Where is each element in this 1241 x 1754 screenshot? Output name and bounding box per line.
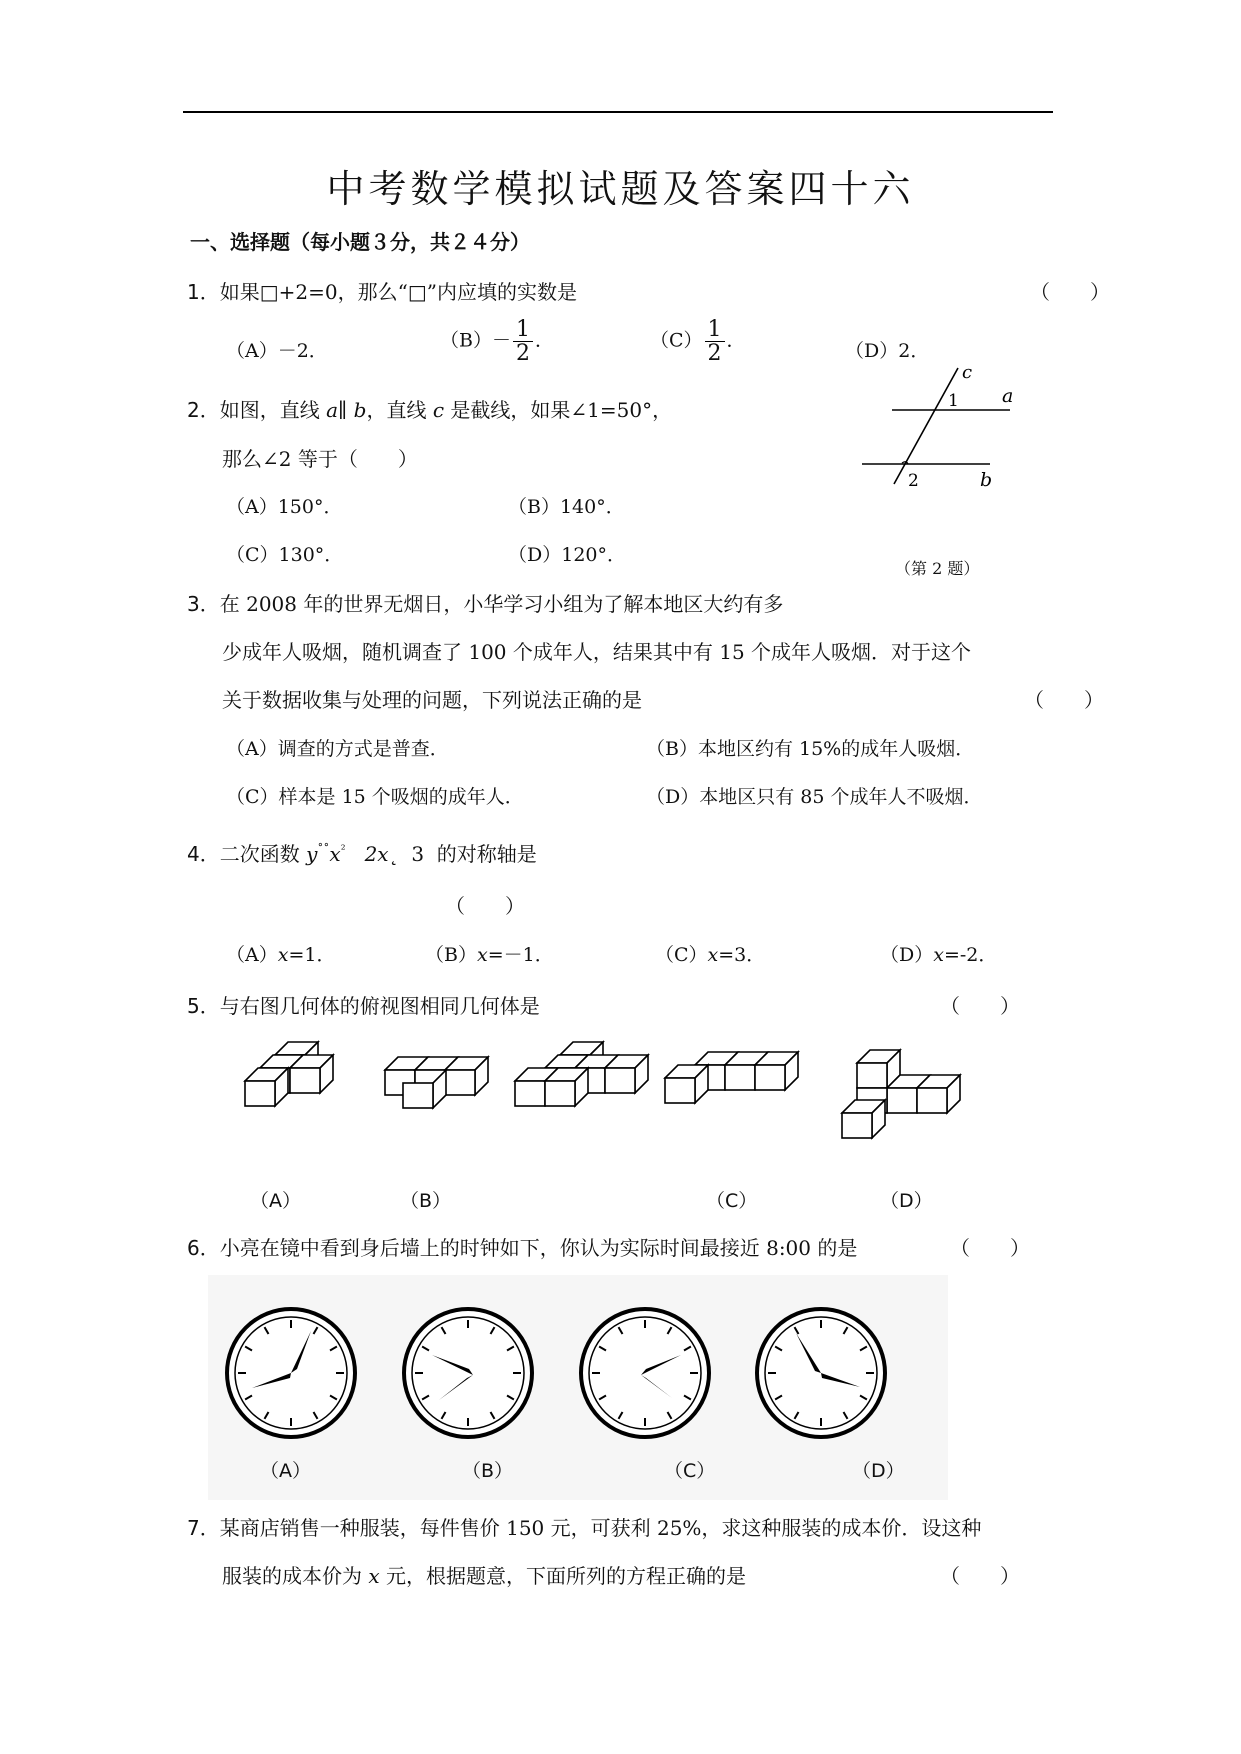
question-7: [187, 1512, 981, 1541]
var-x: x: [329, 842, 341, 866]
text: 在 2008 年的世界无烟日，小华学习小组为了解本地区大约有多: [219, 592, 784, 616]
text: 服装的成本价为: [222, 1564, 362, 1588]
option-d: [880, 940, 997, 967]
clock-label-d: （D）: [852, 1460, 905, 1482]
answer-blank: （ ）: [940, 1564, 1020, 1588]
clock-b: [404, 1309, 532, 1437]
var-b: b: [353, 398, 367, 422]
text: 元，根据题意，下面所列的方程正确的是: [386, 1564, 746, 1588]
question-2: [187, 394, 672, 423]
var-a: a: [326, 398, 339, 422]
text: 与右图几何体的俯视图相同几何体是: [219, 994, 540, 1018]
text: 二次函数: [219, 842, 300, 866]
option-b: （B）本地区约有 15%的成年人吸烟．: [646, 738, 975, 760]
exponent: ²: [340, 842, 346, 857]
numerator: 1: [513, 318, 533, 342]
text: ，直线: [366, 398, 427, 422]
answer-blank: （ ）: [1024, 688, 1104, 712]
option-a: （A）－2．: [226, 340, 328, 362]
figure-label-b: （B）: [400, 1190, 452, 1212]
value: =－1．: [487, 944, 554, 966]
section-heading: 一、选择题（每小题３分，共２４分）: [190, 230, 530, 254]
label-a: a: [1002, 385, 1014, 407]
option-label: （C）: [650, 329, 703, 352]
answer-blank: （ ）: [940, 994, 1020, 1018]
fraction: [705, 318, 725, 365]
cube-figure-b: [385, 1057, 488, 1108]
cube-figure-a: [245, 1042, 333, 1106]
option-label: （A）: [226, 944, 278, 966]
clock-label-c: （C）: [664, 1460, 716, 1482]
term-2x: 2x: [364, 842, 389, 866]
question-text: 如果□+2=0，那么“□”内应填的实数是: [219, 280, 577, 304]
question-5: [187, 990, 540, 1019]
option-c: （C）样本是 15 个吸烟的成年人．: [226, 786, 524, 808]
question-6: [187, 1232, 857, 1261]
question-3: [187, 588, 783, 617]
option-a: [226, 940, 335, 967]
option-b: [425, 940, 554, 967]
label-b: b: [980, 469, 993, 491]
question-number: 6．: [187, 1236, 220, 1260]
figure-caption: （第 2 题）: [895, 559, 980, 578]
value: =3．: [718, 944, 766, 966]
question-4: [187, 838, 537, 867]
option-label: （B）－: [440, 329, 511, 352]
question-7-line-2: [222, 1560, 746, 1589]
var-c: c: [432, 398, 445, 422]
text: 小亮在镜中看到身后墙上的时钟如下，你认为实际时间最接近 8:00 的是: [219, 1236, 858, 1260]
clock-a: [227, 1309, 355, 1437]
option-a: （A）150°．: [226, 496, 343, 518]
option-d: （D）120°．: [508, 544, 626, 566]
fraction: [513, 318, 533, 365]
denominator: 2: [515, 341, 530, 367]
var-x: x: [476, 944, 488, 966]
page-title: 中考数学模拟试题及答案四十六: [326, 167, 915, 211]
question-3-line-2: 少成年人吸烟，随机调查了 100 个成年人，结果其中有 15 个成年人吸烟．对于这个: [222, 640, 972, 664]
cube-figures: [215, 1040, 975, 1150]
clock-label-a: （A）: [260, 1460, 311, 1482]
option-label: （D）: [880, 944, 934, 966]
option-c: [655, 940, 765, 967]
answer-blank: （ ）: [1030, 280, 1110, 304]
question-number: 5．: [187, 994, 220, 1018]
option-label: （C）: [655, 944, 708, 966]
parallel-symbol: ∥: [338, 398, 348, 422]
text: 是截线，如果∠1=50°，: [450, 398, 673, 422]
value: =1．: [288, 944, 336, 966]
var-x: x: [933, 944, 944, 966]
parallel-lines-figure: [850, 362, 1020, 502]
label-angle-2: 2: [908, 471, 919, 491]
option-b: [440, 318, 554, 365]
option-c: （C）130°．: [226, 544, 344, 566]
garbled-glyph: ˚˚: [317, 842, 330, 857]
figure-label-a: （A）: [250, 1190, 301, 1212]
option-label: （B）: [425, 944, 477, 966]
cube-figure-c: [515, 1042, 648, 1106]
option-a: （A）调查的方式是普查．: [226, 738, 449, 760]
garbled-glyph: ˛: [388, 842, 399, 866]
clocks-figure: [208, 1275, 948, 1500]
label-angle-1: 1: [948, 391, 959, 411]
value: =-2．: [943, 944, 998, 966]
text: 如图，直线: [219, 398, 320, 422]
period: ．: [534, 329, 554, 352]
line-c: [894, 368, 958, 484]
question-number: 7．: [187, 1516, 220, 1540]
label-c: c: [962, 362, 973, 383]
text: 的对称轴是: [436, 842, 537, 866]
period: ．: [726, 329, 746, 352]
term-3: 3: [411, 842, 425, 866]
text: 某商店销售一种服装，每件售价 150 元，可获利 25%，求这种服装的成本价．设这种: [219, 1516, 982, 1540]
option-d: （D）本地区只有 85 个成年人不吸烟．: [646, 786, 983, 808]
option-c: [650, 318, 746, 365]
var-x: x: [368, 1564, 380, 1588]
question-number: 4．: [187, 842, 220, 866]
numerator: 1: [705, 318, 725, 342]
question-number: 3．: [187, 592, 220, 616]
question-1: [187, 276, 577, 305]
header-rule: [183, 111, 1053, 113]
cube-figure-e: [842, 1050, 960, 1138]
question-number: 2．: [187, 398, 220, 422]
denominator: 2: [707, 341, 722, 367]
answer-blank: （ ）: [950, 1236, 1030, 1260]
clock-c: [581, 1309, 709, 1437]
var-x: x: [707, 944, 719, 966]
var-y: y: [306, 842, 318, 866]
clock-label-b: （B）: [462, 1460, 514, 1482]
figure-label-d: （D）: [880, 1190, 933, 1212]
option-b: （B）140°．: [508, 496, 625, 518]
question-2-line-2: 那么∠2 等于（ ）: [222, 447, 418, 471]
answer-blank: （ ）: [445, 894, 525, 918]
cube-figure-d: [665, 1052, 798, 1103]
question-3-line-3: 关于数据收集与处理的问题，下列说法正确的是: [222, 688, 642, 712]
clock-d: [757, 1309, 885, 1437]
question-number: 1．: [187, 280, 220, 304]
figure-label-c: （C）: [706, 1190, 758, 1212]
option-d: （D）2．: [845, 340, 930, 362]
var-x: x: [277, 944, 289, 966]
